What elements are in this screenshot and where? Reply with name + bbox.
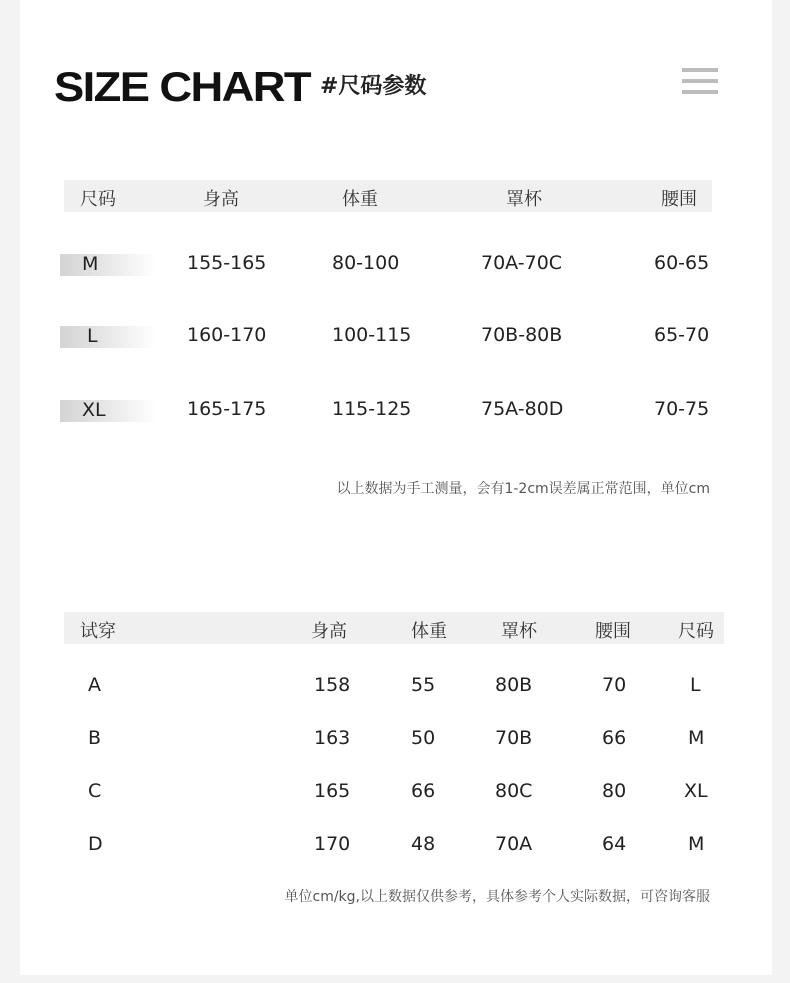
cup-value: 70B [495, 727, 533, 749]
size-table-note: 以上数据为手工测量，会有1-2cm误差属正常范围，单位cm [336, 481, 710, 497]
size-value: M [688, 833, 705, 855]
model-label: D [88, 833, 103, 855]
size-label: M [82, 253, 99, 275]
waist-value: 65-70 [654, 324, 710, 346]
weight-value: 100-115 [332, 324, 412, 346]
size-value: XL [684, 780, 708, 802]
waist-value: 80 [602, 780, 627, 802]
cup-value: 70A-70C [481, 252, 563, 274]
weight-value: 48 [411, 833, 436, 855]
height-value: 155-165 [187, 252, 267, 274]
tryon-table-header [64, 612, 724, 644]
weight-value: 115-125 [332, 398, 412, 420]
page-title: SIZE CHART [54, 63, 310, 110]
waist-value: 70-75 [654, 398, 710, 420]
header-waist: 腰围 [595, 621, 631, 642]
cup-value: 70A [495, 833, 533, 855]
weight-value: 55 [411, 674, 436, 696]
height-value: 170 [314, 833, 351, 855]
header-weight: 体重 [342, 189, 378, 210]
height-value: 165 [314, 780, 351, 802]
header-height: 身高 [203, 189, 239, 210]
size-badge [60, 400, 156, 422]
weight-value: 80-100 [332, 252, 400, 274]
header [54, 62, 734, 112]
size-value: M [688, 727, 705, 749]
cup-value: 80C [495, 780, 533, 802]
cup-value: 70B-80B [481, 324, 563, 346]
model-label: C [88, 780, 102, 802]
cup-value: 75A-80D [481, 398, 564, 420]
header-model: 试穿 [80, 621, 116, 642]
size-badge [60, 254, 156, 276]
header-size: 尺码 [80, 189, 116, 210]
size-value: L [690, 674, 701, 696]
waist-value: 70 [602, 674, 627, 696]
model-label: A [88, 674, 101, 696]
tryon-table-note: 单位cm/kg,以上数据仅供参考，具体参考个人实际数据，可咨询客服 [284, 889, 710, 905]
cup-value: 80B [495, 674, 533, 696]
height-value: 160-170 [187, 324, 267, 346]
height-value: 165-175 [187, 398, 267, 420]
size-label: L [87, 325, 98, 347]
weight-value: 50 [411, 727, 436, 749]
size-label: XL [82, 399, 106, 421]
weight-value: 66 [411, 780, 436, 802]
waist-value: 64 [602, 833, 627, 855]
header-cup: 罩杯 [501, 621, 537, 642]
height-value: 158 [314, 674, 351, 696]
header-cup: 罩杯 [506, 189, 542, 210]
header-height: 身高 [311, 621, 347, 642]
size-chart-card [20, 0, 772, 975]
size-table-header [64, 180, 712, 212]
model-label: B [88, 727, 102, 749]
height-value: 163 [314, 727, 351, 749]
waist-value: 60-65 [654, 252, 710, 274]
header-size: 尺码 [678, 621, 714, 642]
header-waist: 腰围 [661, 189, 697, 210]
header-weight: 体重 [411, 621, 447, 642]
menu-icon[interactable] [682, 68, 718, 98]
size-badge [60, 326, 156, 348]
page-subtitle: #尺码参数 [320, 74, 427, 99]
waist-value: 66 [602, 727, 627, 749]
